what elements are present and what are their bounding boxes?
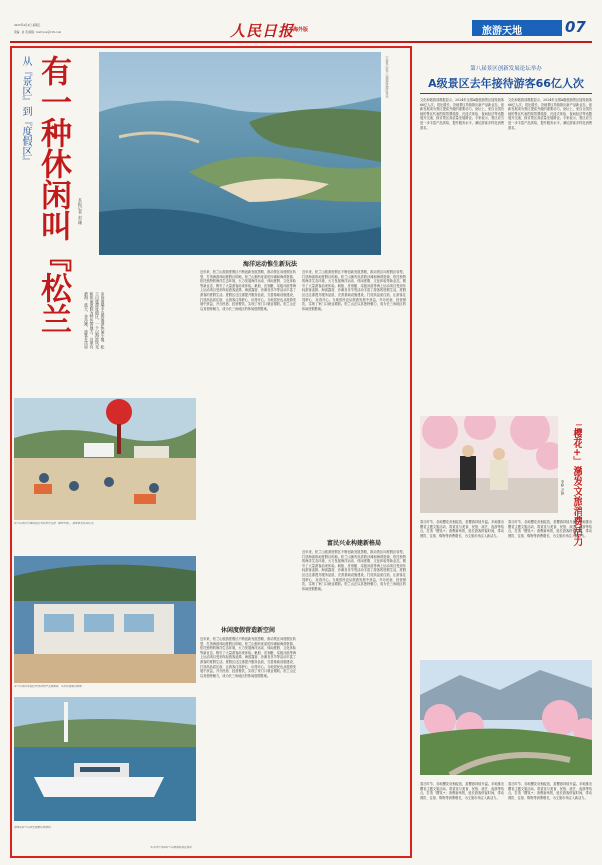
aerial-caption: 宁波象山松兰山旅游度假区风光	[385, 56, 389, 98]
cherry-col-3: 春日时节，各地樱花竞相绽放，赏樱游持续升温。多地推出樱花主题文旅活动，将赏花与美食、民俗、演艺、夜游等结合，打造「樱花+」消费新场景，延长游客停留时间，带动餐饮、住宿、购物等消费增长，为文旅市场注入新活力。	[420, 782, 504, 800]
right-col-1: 文化和旅游部数据显示，2024年全国A级旅游景区接待游客66亿人次，同比增长，各地景区持续推出新产品新业态，创新发展成为景区提质升级的重要动力。论坛上，来自全国各地的景区代表围绕智慧旅游、沉浸式体验、夜间经济等话题展开交流，探讨景区高质量发展路径。专家表示，景区应当进一步丰富产品供给，提升服务水平，满足游客多样化消费需求。	[420, 98, 504, 130]
editor-line: 责编：赵 英 邮箱：hwlvyou@126.com	[14, 31, 62, 34]
body-column-1: 近年来，松兰山旅游度假区不断创新发展思路，推动景区向度假区转型，打造海滨休闲度假目的地。松兰山拥有优质的沙滩和海湾资源，依托独特的海洋生态环境，大力发展海洋运动、休闲度假、文化体验等新业态，吸引了大量游客前来体验。帆船、皮划艇、桨板冲浪等海上运动项目受到年轻游客追捧，海滨露营、沙滩音乐节等活动丰富了游客的度假生活。度假区还注重提升服务品质，完善基础设施建设，打造高品质住宿，让游客住得舒心、玩得开心。当地居民也从旅游发展中获益，开办民宿、经营餐饮，实现了家门口就业增收。松兰山正以其独特魅力，成为长三角地区的休闲度假胜地。	[200, 270, 296, 311]
yacht-caption: 游客在松兰山乘坐游艇出海游玩。	[14, 826, 53, 829]
right-kicker: 第八届景区创新发展论坛举办	[470, 66, 542, 72]
right-col-2: 文化和旅游部数据显示，2024年全国A级旅游景区接待游客66亿人次，同比增长，各地景区持续推出新产品新业态，创新发展成为景区提质升级的重要动力。论坛上，来自全国各地的景区代表围绕智慧旅游、沉浸式体验、夜间经济等话题展开交流，探讨景区高质量发展路径。专家表示，景区应当进一步丰富产品供给，提升服务水平，满足游客多样化消费需求。	[508, 98, 592, 130]
right-rule	[420, 93, 592, 94]
cherry-photo-2	[420, 660, 592, 775]
cherry-col-2: 春日时节，各地樱花竞相绽放，赏樱游持续升温。多地推出樱花主题文旅活动，将赏花与美食、民俗、演艺、夜游等结合，打造「樱花+」消费新场景，延长游客停留时间，带动餐饮、住宿、购物等消费增长，为文旅市场注入新活力。	[508, 520, 592, 538]
cherry-col-4: 春日时节，各地樱花竞相绽放，赏樱游持续升温。多地推出樱花主题文旅活动，将赏花与美食、民俗、演艺、夜游等结合，打造「樱花+」消费新场景，延长游客停留时间，带动餐饮、住宿、购物等消费增长，为文旅市场注入新活力。	[508, 782, 592, 800]
aerial-photo	[99, 52, 381, 255]
cherry-photo-1	[420, 416, 558, 513]
masthead-sub: 海外版	[293, 27, 309, 33]
section-label: 旅游天地	[482, 26, 522, 37]
body-column-2: 近年来，松兰山旅游度假区不断创新发展思路，推动景区向度假区转型，打造海滨休闲度假目的地。松兰山拥有优质的沙滩和海湾资源，依托独特的海洋生态环境，大力发展海洋运动、休闲度假、文化体验等新业态，吸引了大量游客前来体验。帆船、皮划艇、桨板冲浪等海上运动项目受到年轻游客追捧，海滨露营、沙滩音乐节等活动丰富了游客的度假生活。度假区还注重提升服务品质，完善基础设施建设，打造高品质住宿，让游客住得舒心、玩得开心。当地居民也从旅游发展中获益，开办民宿、经营餐饮，实现了家门口就业增收。松兰山正以其独特魅力，成为长三角地区的休闲度假胜地。	[302, 270, 406, 311]
header	[0, 0, 602, 44]
masthead: 人民日报	[230, 22, 295, 40]
date-line: 2025年4月4日 星期五	[14, 24, 41, 27]
body-column-4: 近年来，松兰山旅游度假区不断创新发展思路，推动景区向度假区转型，打造海滨休闲度假目的地。松兰山拥有优质的沙滩和海湾资源，依托独特的海洋生态环境，大力发展海洋运动、休闲度假、文化体验等新业态，吸引了大量游客前来体验。帆船、皮划艇、桨板冲浪等海上运动项目受到年轻游客追捧，海滨露营、沙滩音乐节等活动丰富了游客的度假生活。度假区还注重提升服务品质，完善基础设施建设，打造高品质住宿，让游客住得舒心、玩得开心。当地居民也从旅游发展中获益，开办民宿、经营餐饮，实现了家门口就业增收。松兰山正以其独特魅力，成为长三角地区的休闲度假胜地。	[200, 637, 296, 678]
feature-lede: 中国南端半岛的海滨休闲小镇，松兰山旅游度假区，一个以海滨风光和休闲度假为特色的地方，这里有碧海、蓝天、金沙滩，游客在这里	[84, 292, 106, 349]
feature-title: 有一种休闲叫『松兰	[35, 55, 71, 334]
hotel-photo	[14, 556, 196, 683]
photo-credit: 本文图片均由松兰山旅游度假区提供	[150, 846, 192, 849]
section-heading-2: 休闲度假营造新空间	[220, 627, 275, 634]
feature-kicker: 从『景区』到『度假区』	[20, 56, 31, 166]
right-title: A级景区去年接待游客66亿人次	[428, 77, 584, 90]
beach-camp-caption: 松兰山海滨沙滩度假区举办海洋主题「露营市集」，游客享受休闲时光。	[14, 522, 96, 525]
page-number: 07	[565, 18, 586, 36]
beach-camp-photo	[14, 398, 196, 520]
yacht-photo	[14, 697, 196, 821]
hotel-caption: 松兰山海滨度假区开放的海洋主题酒店，风景优美吸引游客。	[14, 685, 85, 688]
section-heading-3: 富民兴业构建新格局	[326, 540, 381, 547]
cherry-byline: 李峥 尹静	[560, 480, 564, 495]
cherry-title: 「樱花+」激发文旅消费活力	[571, 418, 582, 547]
section-heading-1: 海洋运动惟生新玩法	[242, 261, 297, 268]
body-column-3: 近年来，松兰山旅游度假区不断创新发展思路，推动景区向度假区转型，打造海滨休闲度假目的地。松兰山拥有优质的沙滩和海湾资源，依托独特的海洋生态环境，大力发展海洋运动、休闲度假、文化体验等新业态，吸引了大量游客前来体验。帆船、皮划艇、桨板冲浪等海上运动项目受到年轻游客追捧，海滨露营、沙滩音乐节等活动丰富了游客的度假生活。度假区还注重提升服务品质，完善基础设施建设，打造高品质住宿，让游客住得舒心、玩得开心。当地居民也从旅游发展中获益，开办民宿、经营餐饮，实现了家门口就业增收。松兰山正以其独特魅力，成为长三角地区的休闲度假胜地。	[302, 550, 406, 591]
feature-byline: 本报记者 赵 珊	[78, 198, 83, 225]
header-rule	[10, 41, 592, 43]
section-tag	[472, 20, 562, 36]
cherry-col-1: 春日时节，各地樱花竞相绽放，赏樱游持续升温。多地推出樱花主题文旅活动，将赏花与美食、民俗、演艺、夜游等结合，打造「樱花+」消费新场景，延长游客停留时间，带动餐饮、住宿、购物等消费增长，为文旅市场注入新活力。	[420, 520, 504, 538]
